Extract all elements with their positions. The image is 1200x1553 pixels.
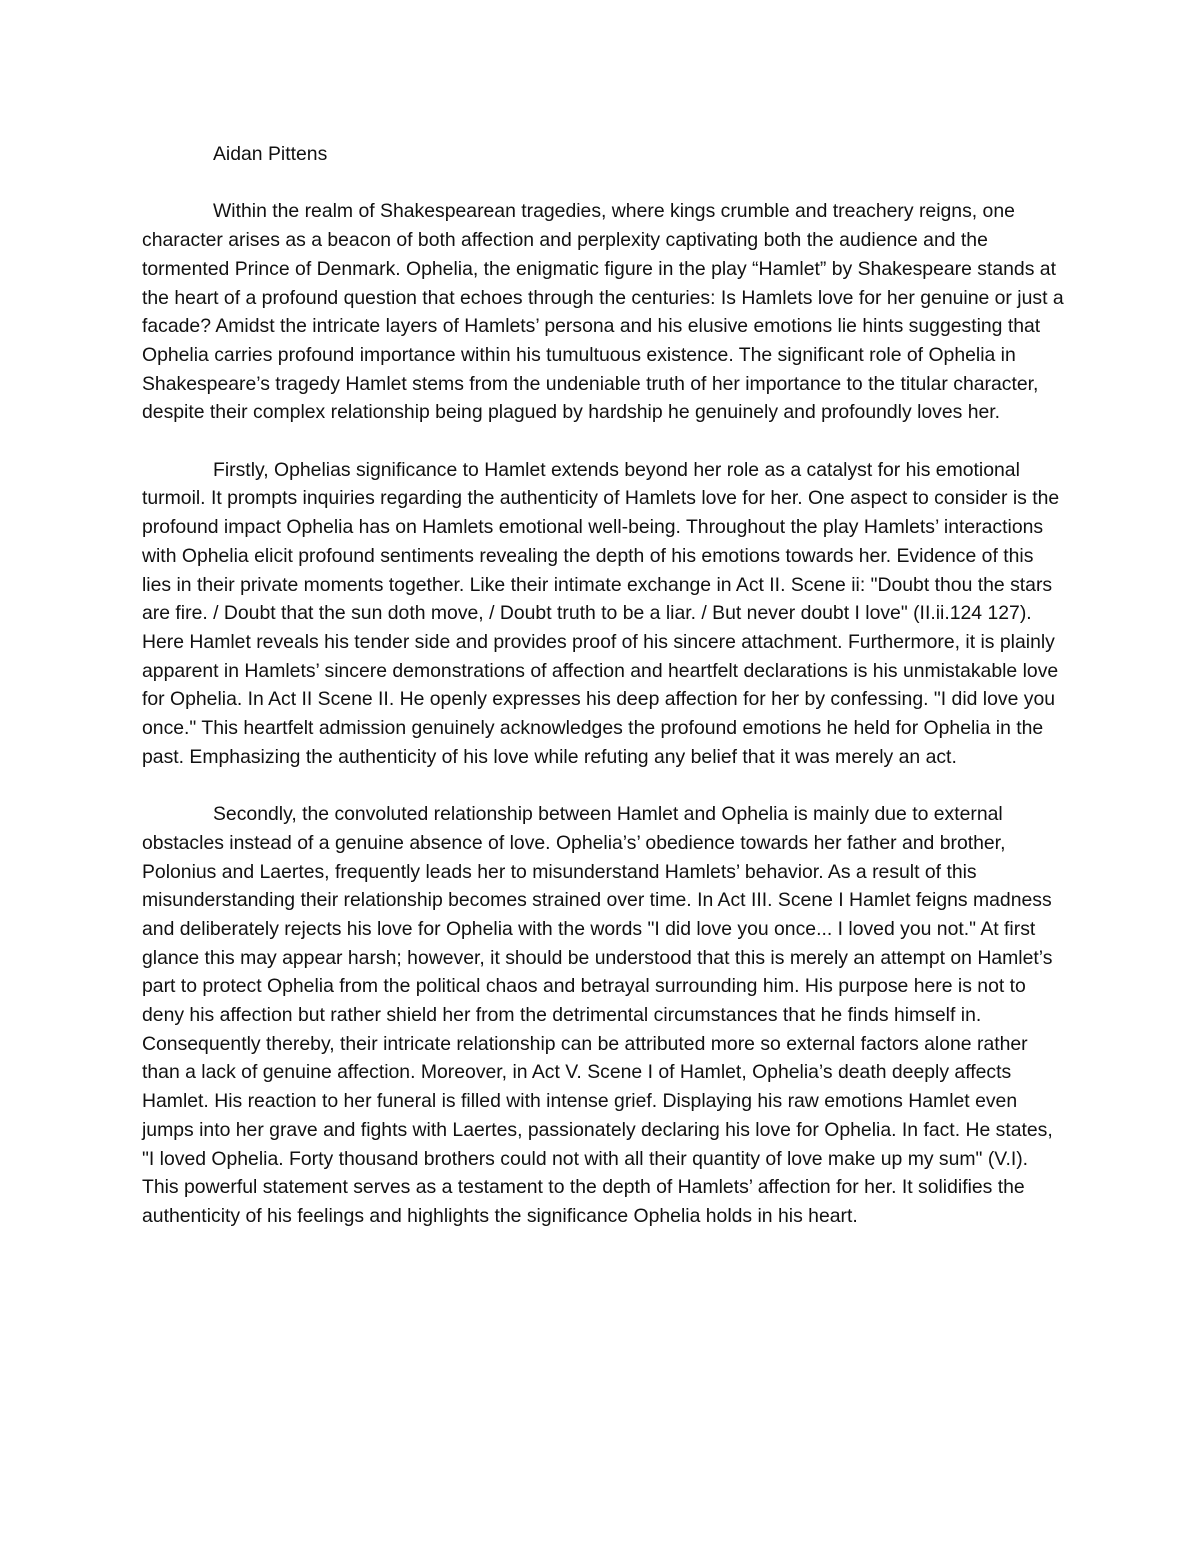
paragraph-introduction: Within the realm of Shakespearean tragedies, where kings crumble and treachery reigns, one character arises as a beacon of both affection and perplexity captivating both the audience and the tormented Prince of Denmark. Ophelia, the enigmatic figure in the play “Hamlet” by Shakespeare stands at the heart of a profound question that echoes through the centuries: Is Hamlets love for her genuine or just a facade? Amidst the intricate layers of Hamlets’ persona and his elusive emotions lie hints suggesting that Ophelia carries profound importance within his tumultuous existence. The significant role of Ophelia in Shakespeare’s tragedy Hamlet stems from the undeniable truth of her importance to the titular character, despite their complex relationship being plagued by hardship he genuinely and profoundly loves her. bbox=[142, 200, 1064, 424]
author-name: Aidan Pittens bbox=[213, 143, 328, 165]
document-body bbox=[142, 140, 1064, 1259]
paragraph-body-1: Firstly, Ophelias significance to Hamlet extends beyond her role as a catalyst for his emotional turmoil. It prompts inquiries regarding the authenticity of Hamlets love for her. One aspect to consider is the profound impact Ophelia has on Hamlets emotional well-being. Throughout the play Hamlets’ interactions with Ophelia elicit profound sentiments revealing the depth of his emotions towards her. Evidence of this lies in their private moments together. Like their intimate exchange in Act II. Scene ii: "Doubt thou the stars are fire. / Doubt that the sun doth move, / Doubt truth to be a liar. / But never doubt I love" (II.ii.124 127). Here Hamlet reveals his tender side and provides proof of his sincere attachment. Furthermore, it is plainly apparent in Hamlets’ sincere demonstrations of affection and heartfelt declarations is his unmistakable love for Ophelia. In Act II Scene II. He openly expresses his deep affection for her by confessing. "I did love you once." This heartfelt admission genuinely acknowledges the profound emotions he held for Ophelia in the past. Emphasizing the authenticity of his love while refuting any belief that it was merely an act. bbox=[142, 458, 1060, 768]
paragraph-body-2: Secondly, the convoluted relationship between Hamlet and Ophelia is mainly due to external obstacles instead of a genuine absence of love. Ophelia’s’ obedience towards her father and brother, Polonius and Laertes, frequently leads her to misunderstand Hamlets’ behavior. As a result of this misunderstanding their relationship becomes strained over time. In Act III. Scene I Hamlet feigns madness and deliberately rejects his love for Ophelia with the words "I did love you once... I loved you not." At first glance this may appear harsh; however, it should be understood that this is merely an attempt on Hamlet’s part to protect Ophelia from the political chaos and betrayal surrounding him. His purpose here is not to deny his affection but rather shield her from the detrimental circumstances that he finds himself in. Consequently thereby, their intricate relationship can be attributed more so external factors alone rather than a lack of genuine affection. Moreover, in Act V. Scene I of Hamlet, Ophelia’s death deeply affects Hamlet. His reaction to her funeral is filled with intense grief. Displaying his raw emotions Hamlet even jumps into her grave and fights with Laertes, passionately declaring his love for Ophelia. In fact. He states, "I loved Ophelia. Forty thousand brothers could not with all their quantity of love make up my sum" (V.I). This powerful statement serves as a testament to the depth of Hamlets’ affection for her. It solidifies the authenticity of his feelings and highlights the significance Ophelia holds in his heart. bbox=[142, 803, 1053, 1227]
